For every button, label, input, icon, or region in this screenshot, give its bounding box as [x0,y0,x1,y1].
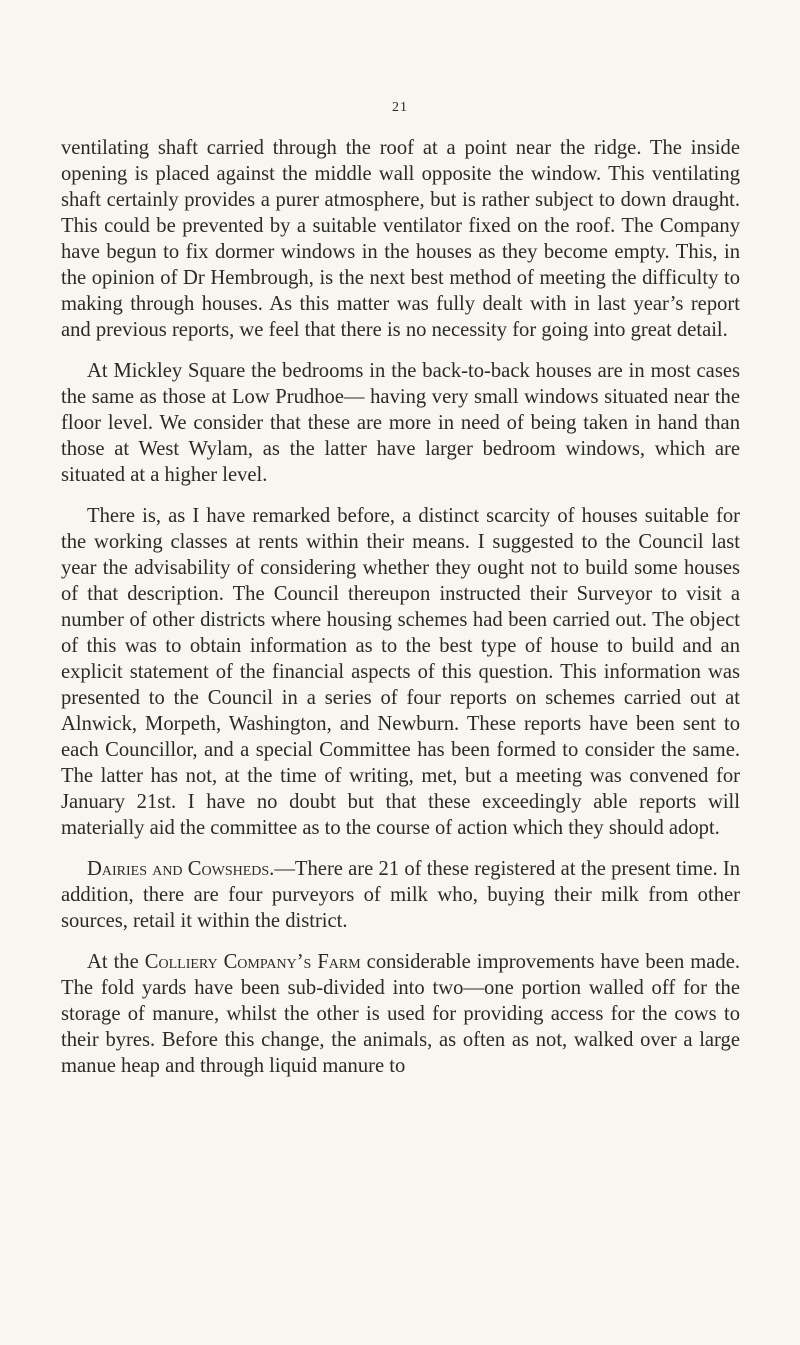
section-heading-colliery-farm: Colliery Company’s Farm [144,951,361,973]
body-text [61,135,740,1094]
page-number: 21 [392,100,408,115]
section-heading-dairies: Dairies and Cowsheds. [87,858,275,880]
paragraph-text: —There are 21 of these registered at the present time. In addition, there are four purveyors of milk who, buying their milk from other sources, retail it within the district. [61,858,740,932]
paragraph-dairies [61,856,740,934]
paragraph-lead: At the [87,951,139,973]
paragraph-text: considerable improvements have been made. The fold yards have been sub-divided into two—one portion walled off for the storage of manure, whilst the other is used for providing access for the cows to their byres. Before this change, the animals, as often as not, walked over a large manue heap and through liquid manure to [61,951,741,1077]
paragraph-housing-scarcity [61,503,740,841]
paragraph-text: At Mickley Square the bedrooms in the back-to-back houses are in most cases the same as those at Low Prudhoe— having very small windows situated near the floor level. We consider that these are more in need of being taken in hand than those at West Wylam, as the latter have larger bedroom windows, which are situated at a higher level. [61,360,740,486]
paragraph-mickley-square [61,358,740,488]
paragraph-text: There is, as I have remarked before, a distinct scarcity of houses suitable for the working classes at rents within their means. I suggested to the Council last year the advisability of considering whether they ought not to build some houses of that description. The Council thereupon instructed their Surveyor to visit a number of other districts where housing schemes had been carried out. The object of this was to obtain information as to the best type of house to build and an explicit statement of the financial aspects of this question. This information was presented to the Council in a series of four reports on schemes carried out at Alnwick, Morpeth, Washington, and Newburn. These reports have been sent to each Councillor, and a special Committee has been formed to consider the same. The latter has not, at the time of writing, met, but a meeting was convened for January 21st. I have no doubt but that these exceedingly able reports will materially aid the committee as to the course of action which they should adopt. [61,505,740,839]
paragraph-ventilation [61,135,740,343]
paragraph-colliery-farm [61,949,740,1079]
paragraph-text: ventilating shaft carried through the roof at a point near the ridge. The inside opening is placed against the middle wall opposite the window. This ventilating shaft certainly provides a purer atmosphere, but is rather subject to down draught. This could be prevented by a suitable ventilator fixed on the roof. The Company have begun to fix dormer windows in the houses as they become empty. This, in the opinion of Dr Hembrough, is the next best method of meeting the difficulty to making through houses. As this matter was fully dealt with in last year’s report and previous reports, we feel that there is no necessity for going into great detail. [61,137,740,341]
